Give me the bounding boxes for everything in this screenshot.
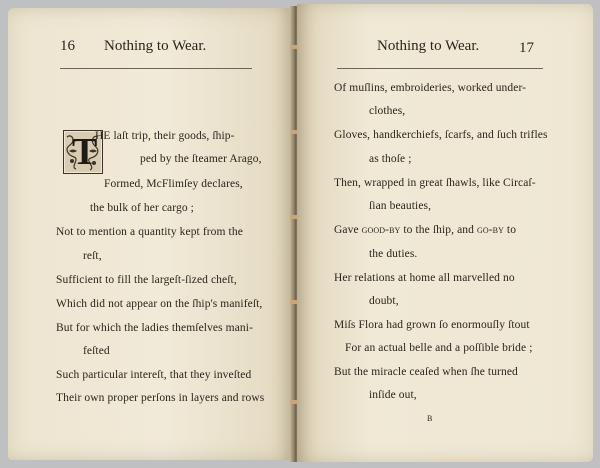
text-line: inſide out,: [369, 389, 417, 401]
text-line: Gloves, handkerchiefs, ſcarfs, and ſuch trifles: [334, 129, 548, 141]
text-line: reſt,: [83, 250, 102, 262]
text-line: But for which the ladies themſelves mani-: [56, 322, 253, 334]
text-line: the duties.: [369, 248, 418, 260]
text-line: For an actual belle and a poſſible bride ;: [345, 342, 533, 354]
left-page-number: 16: [60, 38, 75, 54]
text-line: Their own proper perſons in layers and rows: [56, 392, 265, 404]
text-line: Miſs Flora had grown ſo enormouſly ſtout: [334, 319, 530, 331]
text-line: Which did not appear on the ſhip's manifeſt,: [56, 298, 263, 310]
text-line: But the miracle ceaſed when ſhe turned: [334, 366, 518, 378]
text-line: Sufficient to fill the largeſt-ſized cheſt,: [56, 274, 237, 286]
text-line: the bulk of her cargo ;: [90, 202, 194, 214]
text-line: doubt,: [369, 295, 399, 307]
text-line: ped by the ſteamer Arago,: [140, 153, 262, 165]
text-run: to the ſhip, and: [400, 224, 477, 236]
small-caps-run: go-by: [476, 224, 504, 236]
signature-mark: B: [427, 414, 433, 423]
text-line: Not to mention a quantity kept from the: [56, 226, 243, 238]
left-page: [8, 8, 293, 460]
text-line: Her relations at home all marvelled no: [334, 272, 515, 284]
right-page-number: 17: [519, 40, 534, 56]
text-line: clothes,: [369, 105, 406, 117]
drop-cap-letter: T: [72, 131, 98, 173]
text-line: Such particular intereſt, that they inveſted: [56, 369, 252, 381]
left-header-rule: [60, 68, 252, 69]
text-line-gave: [334, 224, 516, 236]
text-line: HE laſt trip, their goods, ſhip-: [95, 130, 235, 142]
right-header-rule: [337, 68, 543, 69]
text-line: as thoſe ;: [369, 153, 412, 165]
text-line: Of muſlins, embroideries, worked under-: [334, 82, 527, 94]
text-line: ſian beauties,: [369, 200, 432, 212]
text-line: Then, wrapped in great ſhawls, like Circaſ-: [334, 177, 536, 189]
text-run: to: [503, 224, 517, 236]
right-page: [297, 4, 593, 462]
text-line: feſted: [83, 345, 110, 357]
small-caps-run: good-by: [361, 224, 401, 236]
text-line: Formed, McFlimſey declares,: [104, 178, 243, 190]
text-run: Gave: [334, 224, 362, 236]
right-running-title: Nothing to Wear.: [377, 38, 480, 54]
left-running-title: Nothing to Wear.: [104, 38, 207, 54]
